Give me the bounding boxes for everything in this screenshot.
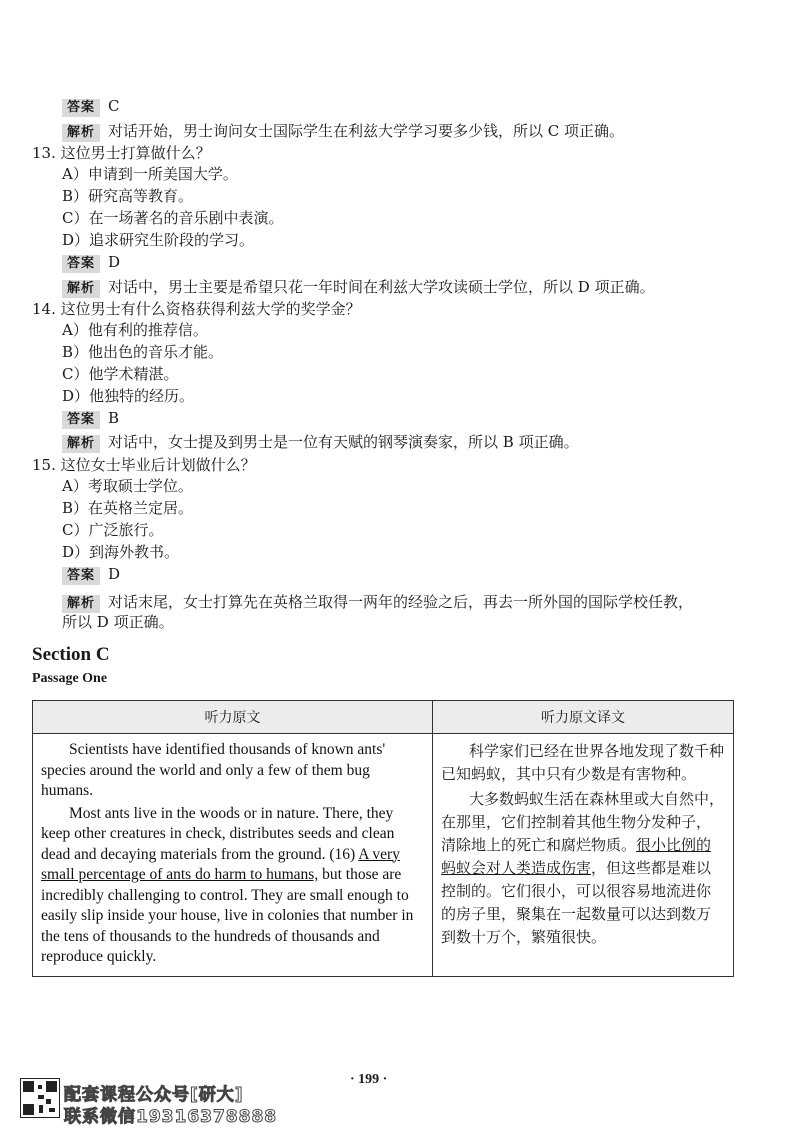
option-line: C）他学术精湛。 xyxy=(62,365,179,383)
underlined-answer-text: A very small percentage of ants do harm to humans, xyxy=(41,845,400,883)
option-line: A）考取硕士学位。 xyxy=(62,477,193,495)
zh-paragraph-1: 科学家们已经在世界各地发现了数千种已知蚂蚁，其中只有少数是有害物种。 xyxy=(441,742,725,783)
zh-text: 大多数蚂蚁生活在森林里或大自然中，在那里，它们控制着其他生物分发种子，清除地上的死亡和腐烂物质。 xyxy=(441,790,725,854)
answer-tag-row xyxy=(62,96,120,117)
option-line: C）广泛旅行。 xyxy=(62,521,164,539)
en-text: but those are incredibly challenging to control. They are small enough to easily slip inside your house, live in colonies that number in the tens of thousands to the hundreds of thousands and reproduce quickly. xyxy=(41,866,414,965)
en-paragraph-1: Scientists have identified thousands of known ants' species around the world and only a few of them bug humans. xyxy=(41,741,386,799)
answer-text: D xyxy=(108,565,121,583)
promo-line-1: 配套课程公众号[研大] xyxy=(64,1085,244,1105)
answer-tag-row xyxy=(62,252,120,273)
option-line: B）他出色的音乐才能。 xyxy=(62,343,224,361)
original-text-cell xyxy=(33,734,433,977)
option-line: D）到海外教书。 xyxy=(62,543,180,561)
translation-text-cell xyxy=(433,734,734,977)
answer-tag: 答案 xyxy=(62,99,100,117)
original-header: 听力原文 xyxy=(33,701,433,734)
answer-tag: 答案 xyxy=(62,411,100,429)
analysis-continuation: 所以 D 项正确。 xyxy=(62,613,174,631)
option-line: B）在英格兰定居。 xyxy=(62,499,194,517)
answer-text: B xyxy=(108,409,120,427)
page-number: · 199 · xyxy=(350,1072,388,1087)
analysis-row xyxy=(62,121,624,142)
analysis-tag: 解析 xyxy=(62,435,100,453)
option-line: D）追求研究生阶段的学习。 xyxy=(62,231,255,249)
answer-text: C xyxy=(108,97,120,115)
qr-code-icon xyxy=(20,1078,60,1118)
answer-tag-row xyxy=(62,564,120,585)
analysis-tag: 解析 xyxy=(62,280,100,298)
answer-tag: 答案 xyxy=(62,567,100,585)
analysis-text: 对话末尾，女士打算先在英格兰取得一两年的经验之后，再去一所外国的国际学校任教， xyxy=(108,593,694,611)
answer-tag-row xyxy=(62,408,119,429)
answer-text: D xyxy=(108,253,121,271)
analysis-row xyxy=(62,592,693,613)
option-line: C）在一场著名的音乐剧中表演。 xyxy=(62,209,284,227)
analysis-tag: 解析 xyxy=(62,124,100,142)
question-13: 13. 这位男士打算做什么？ xyxy=(32,144,211,162)
analysis-tag: 解析 xyxy=(62,595,100,613)
analysis-row xyxy=(62,277,655,298)
question-14: 14. 这位男士有什么资格获得利兹大学的奖学金？ xyxy=(32,300,361,318)
question-15: 15. 这位女士毕业后计划做什么？ xyxy=(32,456,256,474)
analysis-text: 对话开始，男士询问女士国际学生在利兹大学学习要多少钱，所以 C 项正确。 xyxy=(108,122,625,140)
option-line: D）他独特的经历。 xyxy=(62,387,195,405)
analysis-row xyxy=(62,432,579,453)
analysis-text: 对话中，女士提及到男士是一位有天赋的钢琴演奏家，所以 B 项正确。 xyxy=(108,433,579,451)
passage-title: Passage One xyxy=(32,671,108,686)
option-line: A）他有利的推荐信。 xyxy=(62,321,208,339)
en-text: Most ants live in the woods or in nature. There, they keep other creatures in check, distributes seeds and clean dead and decaying materials from the ground. (16) xyxy=(41,804,395,863)
transcript-table xyxy=(32,700,734,977)
analysis-text: 对话中，男士主要是希望只花一年时间在利兹大学攻读硕士学位，所以 D 项正确。 xyxy=(108,278,655,296)
promo-line-2: 联系微信19316378888 xyxy=(64,1107,278,1127)
zh-text: ，但这些都是难以控制的。它们很小，可以很容易地流进你的房子里，聚集在一起数量可以达到数万到数十万个，繁殖很快。 xyxy=(441,859,712,946)
option-line: A）申请到一所美国大学。 xyxy=(62,165,238,183)
option-line: B）研究高等教育。 xyxy=(62,187,194,205)
translation-header: 听力原文译文 xyxy=(433,701,734,734)
underlined-translation-text: 很小比例的蚂蚁会对人类造成伤害 xyxy=(441,836,712,877)
zh-paragraph-2 xyxy=(441,788,725,949)
section-title: Section C xyxy=(32,644,110,665)
answer-tag: 答案 xyxy=(62,255,100,273)
en-paragraph-2 xyxy=(41,804,424,968)
